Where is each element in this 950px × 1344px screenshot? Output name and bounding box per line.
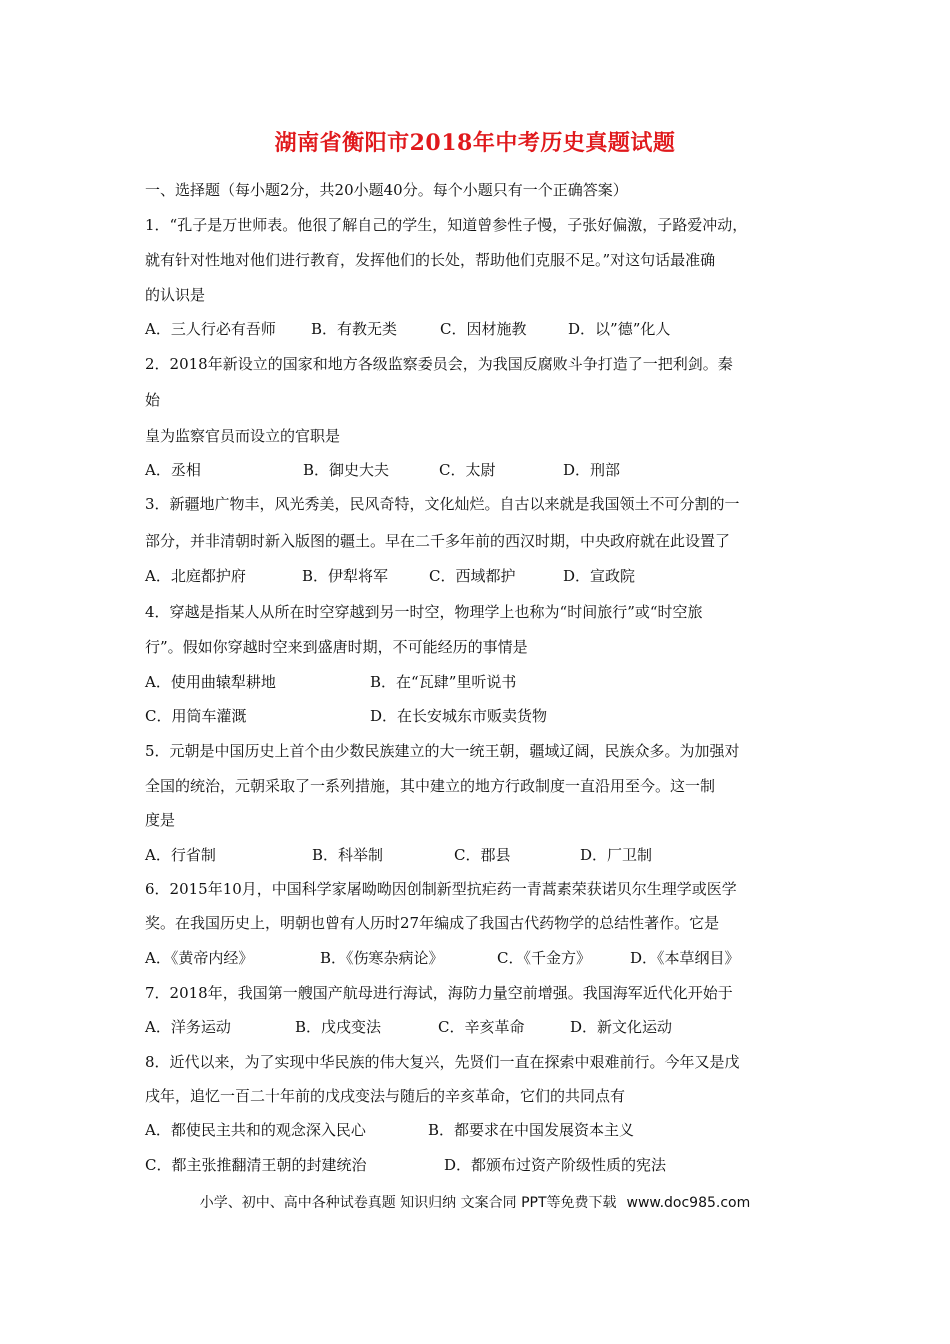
question-2-line-1: 2．2018年新设立的国家和地方各级监察委员会，为我国反腐败斗争打造了一把利剑。秦 (145, 355, 733, 373)
question-2-option-a: A．丞相 (145, 461, 201, 479)
question-8-option-d: D．都颁布过资产阶级性质的宪法 (444, 1156, 667, 1174)
question-3-option-d: D．宣政院 (563, 567, 636, 585)
question-7-option-a: A．洋务运动 (145, 1018, 231, 1036)
question-8-option-a: A．都使民主共和的观念深入民心 (145, 1121, 366, 1139)
footer-url[interactable]: www.doc985.com (626, 1195, 751, 1211)
question-5-option-c: C．郡县 (454, 846, 511, 864)
question-8-line-2: 戌年，追忆一百二十年前的戊戌变法与随后的辛亥革命，它们的共同点有 (145, 1087, 626, 1105)
question-1-option-a: A．三人行必有吾师 (145, 320, 276, 338)
question-6-option-a: A．《黄帝内经》 (145, 949, 254, 967)
question-3-line-1: 3．新疆地广物丰，风光秀美，民风奇特，文化灿烂。自古以来就是我国领土不可分割的一 (145, 495, 740, 513)
question-6-line-1: 6．2015年10月，中国科学家屠呦呦因创制新型抗疟药一青蒿素荣获诺贝尔生理学或医学 (145, 880, 737, 898)
question-7-option-c: C．辛亥革命 (438, 1018, 525, 1036)
question-2-option-d: D．刑部 (563, 461, 621, 479)
question-1-option-d: D．以”德”化人 (568, 320, 671, 338)
question-7-line-1: 7．2018年，我国第一艘国产航母进行海试，海防力量空前增强。我国海军近代化开始于 (145, 984, 733, 1002)
question-8-option-b: B．都要求在中国发展资本主义 (428, 1121, 635, 1139)
question-4-option-d: D．在长安城东市贩卖货物 (370, 707, 548, 725)
question-5-option-d: D．厂卫制 (580, 846, 653, 864)
question-5-option-a: A．行省制 (145, 846, 216, 864)
question-3-option-b: B．伊犁将军 (302, 567, 389, 585)
question-2-option-c: C．太尉 (439, 461, 496, 479)
page-title: 湖南省衡阳市2018年中考历史真题试题 (274, 130, 676, 156)
question-4-option-a: A．使用曲辕犁耕地 (145, 673, 276, 691)
question-6-option-c: C．《千金方》 (497, 949, 591, 967)
question-1-line-1: 1．“孔子是万世师表。他很了解自己的学生，知道曾参性子慢，子张好偏激，子路爱冲动， (145, 216, 748, 234)
question-3-line-2: 部分，并非清朝时新入版图的疆土。早在二千多年前的西汉时期，中央政府就在此设置了 (145, 532, 731, 550)
question-7-option-b: B．戊戌变法 (295, 1018, 382, 1036)
question-4-option-c: C．用筒车灌溉 (145, 707, 247, 725)
question-2-line-2: 始 (145, 391, 161, 409)
question-3-option-c: C．西域都护 (429, 567, 516, 585)
question-2-line-3: 皇为监察官员而设立的官职是 (145, 427, 341, 445)
question-4-option-b: B．在“瓦肆”里听说书 (370, 673, 517, 691)
footer (0, 1192, 950, 1212)
question-8-option-c: C．都主张推翻清王朝的封建统治 (145, 1156, 367, 1174)
footer-text: 小学、初中、高中各种试卷真题 知识归纳 文案合同 PPT等免费下载 (199, 1195, 617, 1211)
question-5-line-1: 5．元朝是中国历史上首个由少数民族建立的大一统王朝，疆域辽阔，民族众多。为加强对 (145, 742, 740, 760)
question-1-option-c: C．因材施教 (440, 320, 527, 338)
question-4-line-1: 4．穿越是指某人从所在时空穿越到另一时空，物理学上也称为“时间旅行”或“时空旅 (145, 603, 703, 621)
question-6-option-b: B．《伤寒杂病论》 (320, 949, 444, 967)
question-3-option-a: A．北庭都护府 (145, 567, 246, 585)
question-5-option-b: B．科举制 (312, 846, 384, 864)
section-heading: 一、选择题（每小题2分，共20小题40分。每个小题只有一个正确答案） (145, 181, 628, 199)
question-2-option-b: B．御史大夫 (303, 461, 390, 479)
question-8-line-1: 8．近代以来，为了实现中华民族的伟大复兴，先贤们一直在探索中艰难前行。今年又是戊 (145, 1053, 740, 1071)
question-1-option-b: B．有教无类 (311, 320, 398, 338)
question-7-option-d: D．新文化运动 (570, 1018, 673, 1036)
question-4-line-2: 行”。假如你穿越时空来到盛唐时期，不可能经历的事情是 (145, 638, 528, 656)
question-1-line-3: 的认识是 (145, 286, 206, 304)
question-5-line-3: 度是 (145, 811, 176, 829)
question-6-line-2: 奖。在我国历史上，明朝也曾有人历时27年编成了我国古代药物学的总结性著作。它是 (145, 914, 720, 932)
question-1-line-2: 就有针对性地对他们进行教育，发挥他们的长处，帮助他们克服不足。”对这句话最准确 (145, 251, 716, 269)
question-5-line-2: 全国的统治，元朝采取了一系列措施，其中建立的地方行政制度一直沿用至今。这一制 (145, 777, 716, 795)
question-6-option-d: D．《本草纲目》 (630, 949, 740, 967)
